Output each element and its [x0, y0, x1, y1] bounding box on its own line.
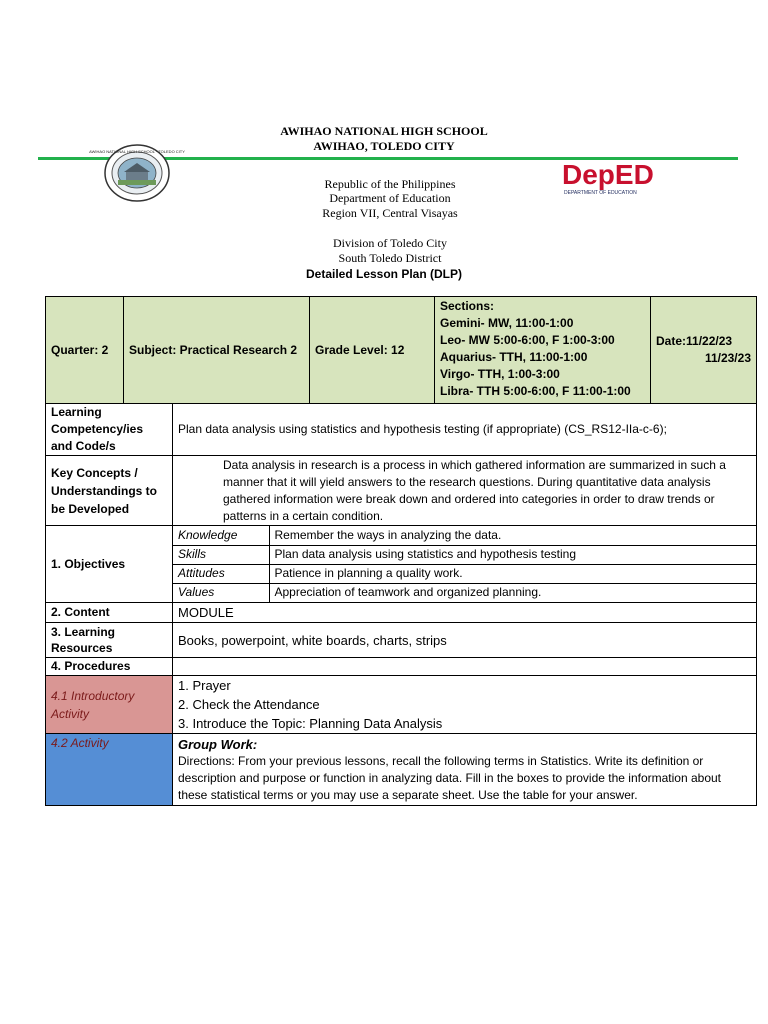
quarter-cell: Quarter: 2 — [46, 297, 124, 404]
seal-text: AWIHAO NATIONAL HIGH SCHOOL · TOLEDO CITY — [89, 149, 185, 154]
objective-row — [173, 583, 756, 602]
objectives-cell — [173, 526, 757, 603]
grade-cell: Grade Level: 12 — [310, 297, 435, 404]
deped-logo-icon — [560, 158, 664, 198]
objective-domain: Values — [173, 583, 269, 602]
procedures-row — [46, 658, 757, 676]
school-address: AWIHAO, TOLEDO CITY — [313, 139, 455, 153]
competency-row — [46, 404, 757, 456]
content-value: MODULE — [173, 603, 757, 623]
objective-text: Appreciation of teamwork and organized planning. — [269, 583, 756, 602]
school-name: AWIHAO NATIONAL HIGH SCHOOL — [280, 124, 488, 138]
section-item: Virgo- TTH, 1:00-3:00 — [440, 367, 560, 381]
gov-line: Region VII, Central Visayas — [322, 206, 458, 220]
activity-row — [46, 734, 757, 806]
document-title: Detailed Lesson Plan (DLP) — [305, 267, 463, 281]
objective-row — [173, 545, 756, 564]
intro-activity-cell — [173, 676, 757, 734]
sections-cell — [435, 297, 651, 404]
intro-item: 1. Prayer — [178, 678, 231, 693]
key-concepts-value: Data analysis in research is a process in which gathered information are summarized in such a manner that it will yield answers to the research questions. During quantitative data analysis gathered information were break down and ordered into categories in order to draw trends or patterns in a certain condition. — [173, 456, 757, 526]
activity-text: Directions: From your previous lessons, recall the following terms in Statistics. Write its definition or description and purpose or function in analyzing data. Fill in the boxes to provide the information about these statistical terms or you may use a separate sheet. Use the table for your answer. — [178, 754, 721, 802]
objective-domain: Knowledge — [173, 526, 269, 545]
sections-label: Sections: — [440, 299, 495, 313]
objective-domain: Skills — [173, 545, 269, 564]
subject-cell: Subject: Practical Research 2 — [124, 297, 310, 404]
lesson-plan-table — [45, 296, 757, 806]
deped-logo-subtext: DEPARTMENT OF EDUCATION — [564, 190, 637, 196]
objective-row — [173, 526, 756, 545]
objective-text: Patience in planning a quality work. — [269, 564, 756, 583]
date-cell — [651, 297, 757, 404]
objective-domain: Attitudes — [173, 564, 269, 583]
info-row — [46, 297, 757, 404]
section-item: Aquarius- TTH, 11:00-1:00 — [440, 350, 588, 364]
gov-line: Department of Education — [329, 191, 451, 205]
intro-item: 2. Check the Attendance — [178, 697, 320, 712]
objectives-label: 1. Objectives — [46, 526, 173, 603]
content-row — [46, 603, 757, 623]
competency-label: Learning Competency/ies and Code/s — [46, 404, 173, 456]
activity-title: Group Work: — [178, 737, 258, 752]
section-item: Libra- TTH 5:00-6:00, F 11:00-1:00 — [440, 384, 631, 398]
resources-value: Books, powerpoint, white boards, charts, strips — [173, 623, 757, 658]
intro-activity-label: 4.1 Introductory Activity — [46, 676, 173, 734]
activity-cell — [173, 734, 757, 806]
procedures-label: 4. Procedures — [46, 658, 173, 676]
date-1: Date:11/22/23 — [656, 334, 733, 348]
objectives-table — [173, 526, 756, 602]
competency-value: Plan data analysis using statistics and hypothesis testing (if appropriate) (CS_RS12-IIa-c-6); — [173, 404, 757, 456]
intro-item: 3. Introduce the Topic: Planning Data Analysis — [178, 716, 443, 731]
division-line: South Toledo District — [338, 251, 442, 265]
objective-row — [173, 564, 756, 583]
division-line: Division of Toledo City — [333, 236, 447, 250]
section-item: Leo- MW 5:00-6:00, F 1:00-3:00 — [440, 333, 615, 347]
deped-logo-text: DepED — [562, 159, 654, 190]
procedures-value — [173, 658, 757, 676]
activity-label: 4.2 Activity — [46, 734, 173, 806]
objective-text: Remember the ways in analyzing the data. — [269, 526, 756, 545]
gov-line: Republic of the Philippines — [324, 177, 456, 191]
intro-activity-row — [46, 676, 757, 734]
date-2: 11/23/23 — [704, 351, 751, 365]
content-label: 2. Content — [46, 603, 173, 623]
objective-text: Plan data analysis using statistics and hypothesis testing — [269, 545, 756, 564]
resources-label: 3. Learning Resources — [46, 623, 173, 658]
key-concepts-row — [46, 456, 757, 526]
resources-row — [46, 623, 757, 658]
section-item: Gemini- MW, 11:00-1:00 — [440, 316, 574, 330]
objectives-row — [46, 526, 757, 603]
key-concepts-label: Key Concepts / Understandings to be Developed — [46, 456, 173, 526]
